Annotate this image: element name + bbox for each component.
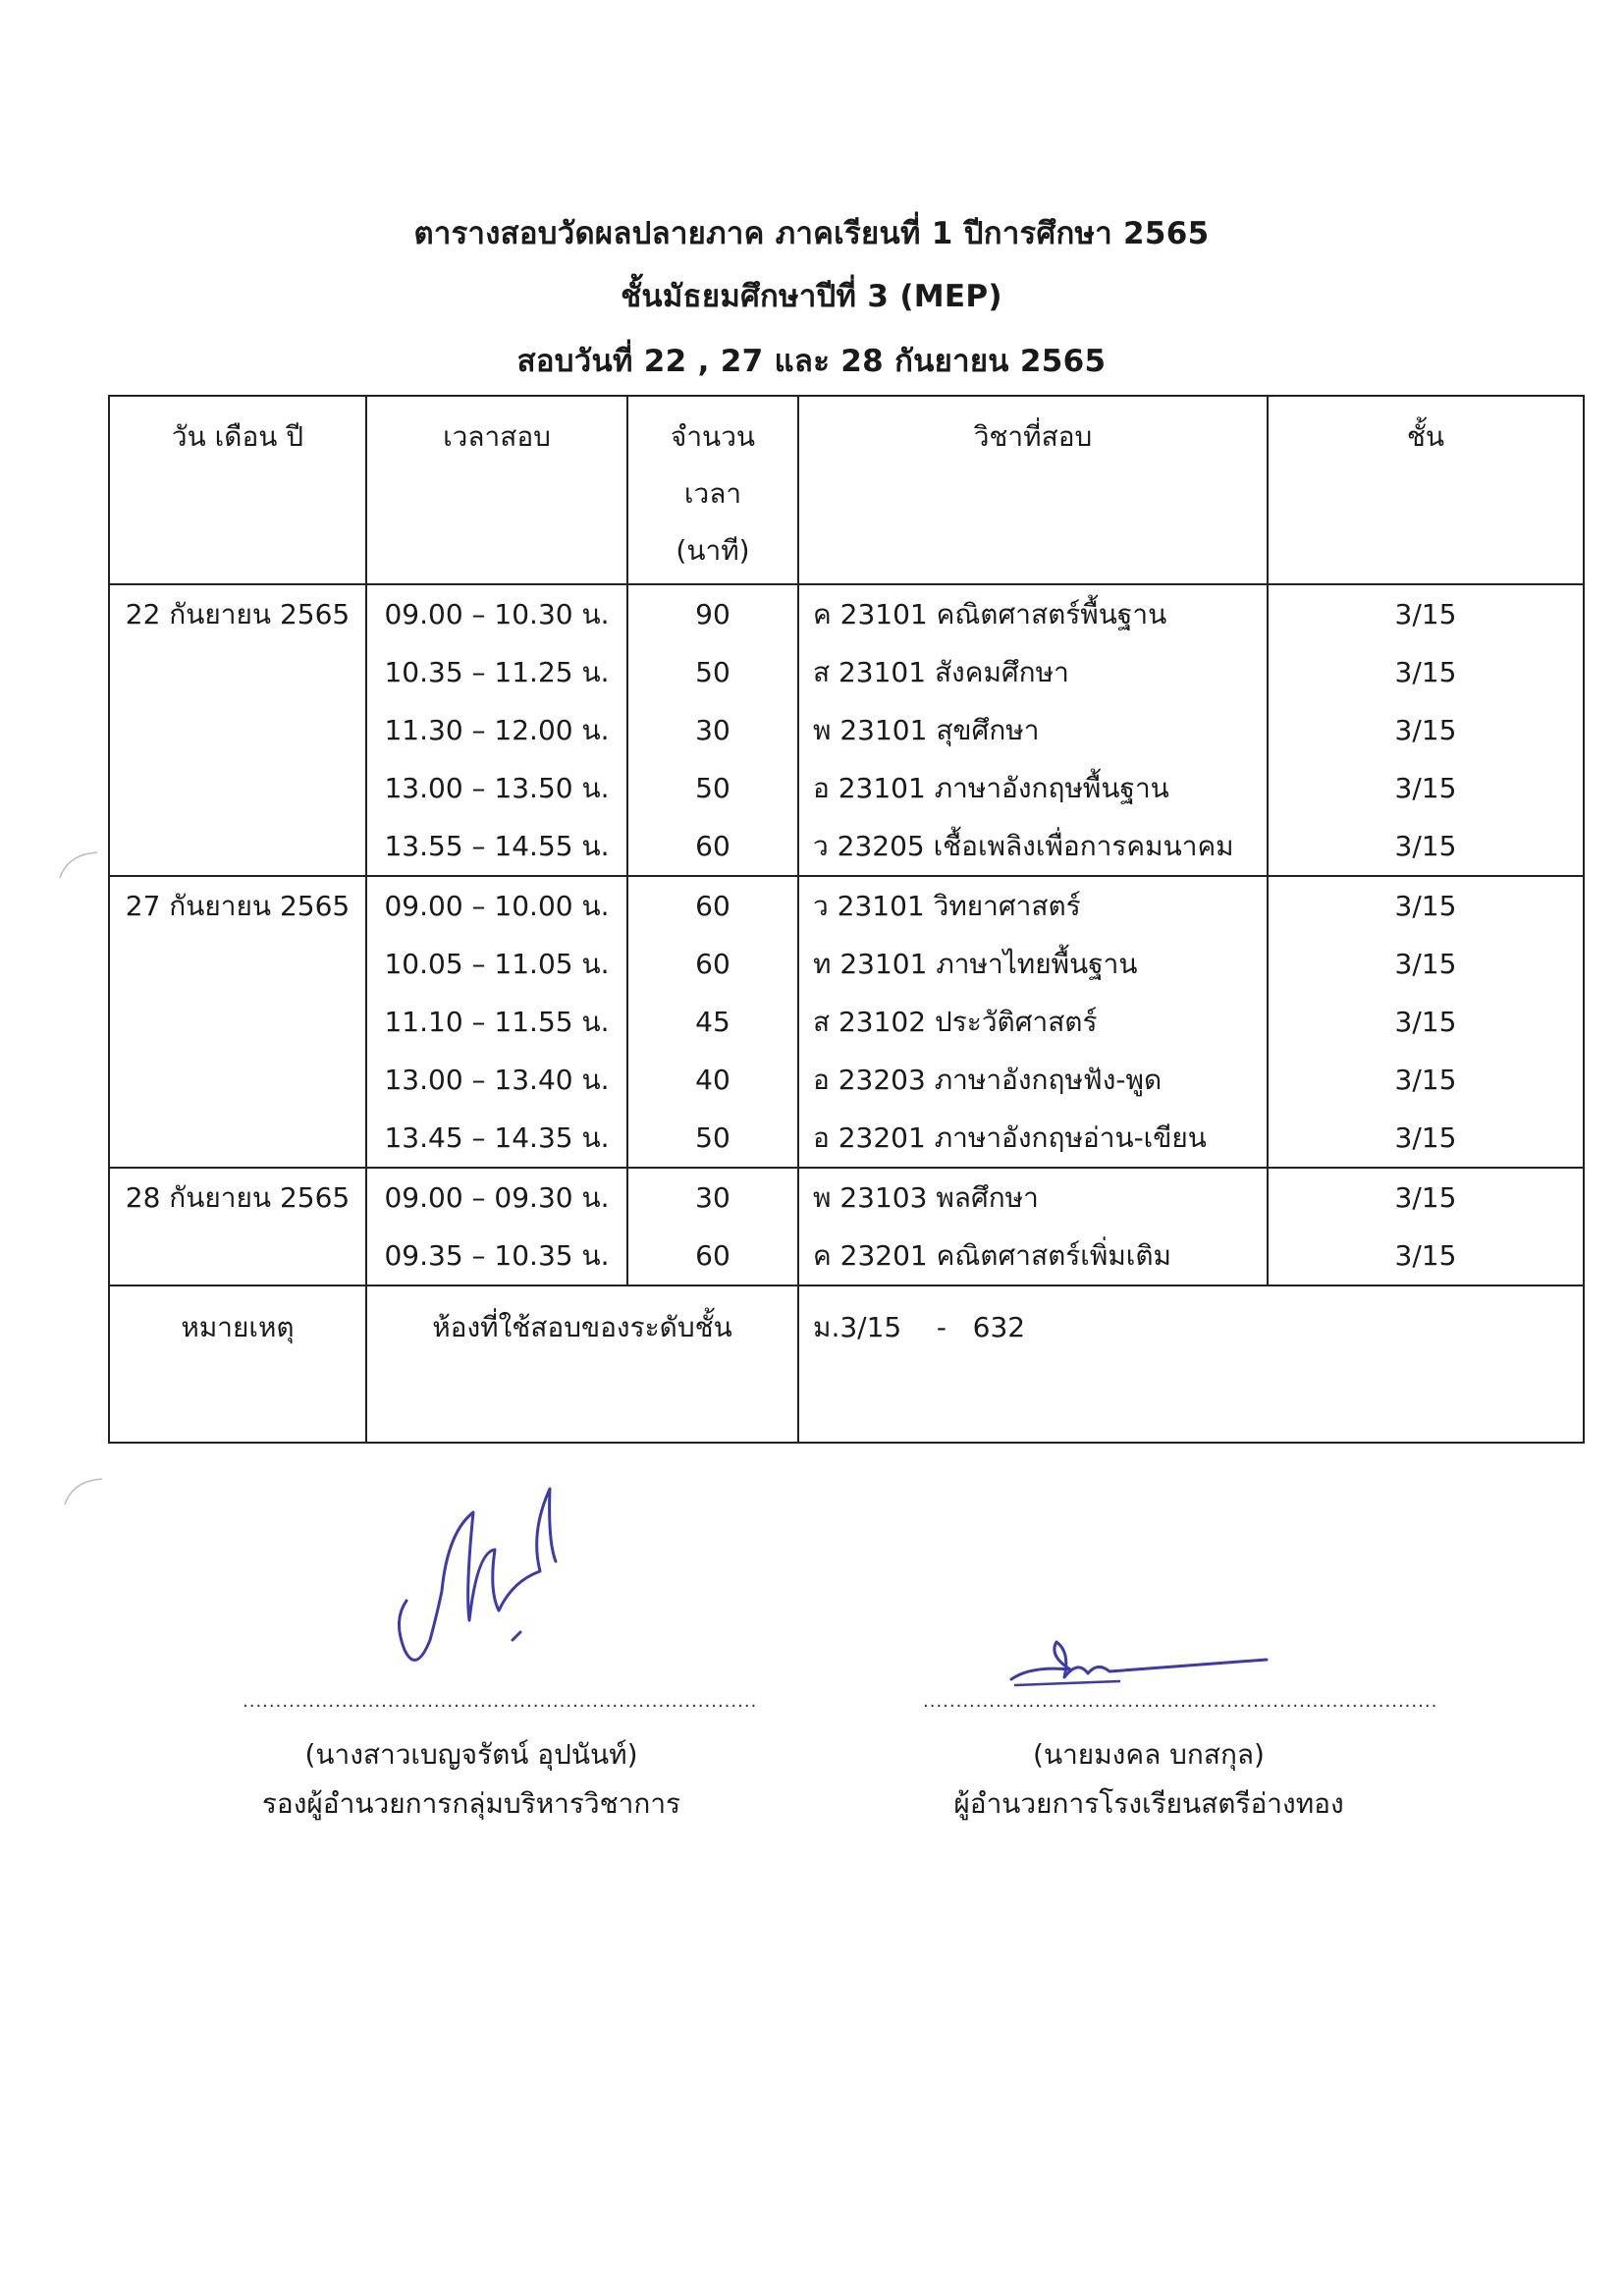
- table-note-row: [109, 1285, 1584, 1443]
- cell-date: [109, 759, 366, 817]
- cell-time: 09.00 – 10.30 น.: [366, 584, 627, 643]
- cell-duration: 60: [627, 817, 798, 876]
- cell-time: 13.00 – 13.50 น.: [366, 759, 627, 817]
- cell-class: 3/15: [1268, 1227, 1584, 1285]
- cell-subject: ค 23201 คณิตศาสตร์เพิ่มเติม: [798, 1227, 1268, 1285]
- note-room-value: ม.3/15 - 632: [798, 1285, 1584, 1443]
- header-class: ชั้น: [1268, 396, 1584, 584]
- table-row: [109, 1109, 1584, 1168]
- cell-date: 22 กันยายน 2565: [109, 584, 366, 643]
- signature-left-dotted-line: ..............................................................................: [243, 1691, 758, 1712]
- signature-right-block: [874, 1730, 1424, 1829]
- signature-right-dotted-line: ..............................................................................: [923, 1691, 1438, 1712]
- cell-duration: 30: [627, 1168, 798, 1227]
- header-duration: [627, 396, 798, 584]
- cell-subject: พ 23101 สุขศึกษา: [798, 701, 1268, 759]
- cell-time: 13.55 – 14.55 น.: [366, 817, 627, 876]
- cell-subject: อ 23201 ภาษาอังกฤษอ่าน-เขียน: [798, 1109, 1268, 1168]
- header-duration-line1: จำนวน: [670, 420, 756, 453]
- cell-subject: ค 23101 คณิตศาสตร์พื้นฐาน: [798, 584, 1268, 643]
- cell-duration: 40: [627, 1051, 798, 1109]
- cell-date: 27 กันยายน 2565: [109, 876, 366, 935]
- header-duration-line2: เวลา: [683, 477, 742, 510]
- table-row: [109, 993, 1584, 1051]
- cell-duration: 30: [627, 701, 798, 759]
- table-row: [109, 643, 1584, 701]
- table-row: [109, 817, 1584, 876]
- table-row: [109, 584, 1584, 643]
- table-row: [109, 876, 1584, 935]
- cell-time: 10.35 – 11.25 น.: [366, 643, 627, 701]
- table-row: [109, 1051, 1584, 1109]
- cell-class: 3/15: [1268, 876, 1584, 935]
- cell-date: [109, 643, 366, 701]
- header-time: เวลาสอบ: [366, 396, 627, 584]
- table-header-row: [109, 396, 1584, 584]
- cell-class: 3/15: [1268, 1051, 1584, 1109]
- signature-right-image: [1001, 1630, 1276, 1699]
- cell-subject: ว 23205 เชื้อเพลิงเพื่อการคมนาคม: [798, 817, 1268, 876]
- scan-mark: [59, 1471, 108, 1510]
- header-date: วัน เดือน ปี: [109, 396, 366, 584]
- cell-class: 3/15: [1268, 935, 1584, 993]
- cell-class: 3/15: [1268, 1168, 1584, 1227]
- cell-time: 13.45 – 14.35 น.: [366, 1109, 627, 1168]
- cell-date: [109, 1109, 366, 1168]
- cell-class: 3/15: [1268, 993, 1584, 1051]
- cell-subject: ส 23102 ประวัติศาสตร์: [798, 993, 1268, 1051]
- document-title: ตารางสอบวัดผลปลายภาค ภาคเรียนที่ 1 ปีการศึกษา 2565: [413, 216, 1210, 251]
- cell-date: 28 กันยายน 2565: [109, 1168, 366, 1227]
- cell-subject: ท 23101 ภาษาไทยพื้นฐาน: [798, 935, 1268, 993]
- cell-class: 3/15: [1268, 701, 1584, 759]
- cell-duration: 60: [627, 1227, 798, 1285]
- cell-duration: 50: [627, 1109, 798, 1168]
- cell-subject: ส 23101 สังคมศึกษา: [798, 643, 1268, 701]
- note-label: หมายเหตุ: [109, 1285, 366, 1443]
- cell-duration: 60: [627, 876, 798, 935]
- cell-class: 3/15: [1268, 643, 1584, 701]
- cell-time: 10.05 – 11.05 น.: [366, 935, 627, 993]
- cell-date: [109, 1051, 366, 1109]
- cell-date: [109, 993, 366, 1051]
- table-row: [109, 701, 1584, 759]
- cell-date: [109, 701, 366, 759]
- table-row: [109, 1168, 1584, 1227]
- cell-time: 11.30 – 12.00 น.: [366, 701, 627, 759]
- cell-time: 09.00 – 09.30 น.: [366, 1168, 627, 1227]
- cell-time: 11.10 – 11.55 น.: [366, 993, 627, 1051]
- signature-left-image: [383, 1473, 569, 1689]
- cell-subject: อ 23203 ภาษาอังกฤษฟัง-พูด: [798, 1051, 1268, 1109]
- signature-left-block: [196, 1730, 746, 1829]
- signature-right-position: ผู้อำนวยการโรงเรียนสตรีอ่างทอง: [953, 1787, 1344, 1820]
- cell-class: 3/15: [1268, 584, 1584, 643]
- cell-subject: ว 23101 วิทยาศาสตร์: [798, 876, 1268, 935]
- header-subject: วิชาที่สอบ: [798, 396, 1268, 584]
- document-subtitle-dates: สอบวันที่ 22 , 27 และ 28 กันยายน 2565: [516, 344, 1107, 379]
- cell-duration: 60: [627, 935, 798, 993]
- table-row: [109, 759, 1584, 817]
- cell-date: [109, 817, 366, 876]
- document-subtitle-grade: ชั้นมัธยมศึกษาปีที่ 3 (MEP): [621, 279, 1002, 314]
- cell-subject: อ 23101 ภาษาอังกฤษพื้นฐาน: [798, 759, 1268, 817]
- cell-subject: พ 23103 พลศึกษา: [798, 1168, 1268, 1227]
- signature-right-name: (นายมงคล บกสกุล): [1033, 1738, 1265, 1771]
- note-room-label: ห้องที่ใช้สอบของระดับชั้น: [366, 1285, 798, 1443]
- cell-duration: 45: [627, 993, 798, 1051]
- cell-duration: 50: [627, 643, 798, 701]
- cell-duration: 50: [627, 759, 798, 817]
- signature-left-name: (นางสาวเบญจรัตน์ อุปนันท์): [304, 1738, 638, 1771]
- cell-class: 3/15: [1268, 817, 1584, 876]
- cell-time: 13.00 – 13.40 น.: [366, 1051, 627, 1109]
- cell-date: [109, 1227, 366, 1285]
- cell-date: [109, 935, 366, 993]
- table-row: [109, 935, 1584, 993]
- scan-mark: [54, 845, 103, 884]
- cell-duration: 90: [627, 584, 798, 643]
- cell-class: 3/15: [1268, 759, 1584, 817]
- cell-time: 09.00 – 10.00 น.: [366, 876, 627, 935]
- cell-time: 09.35 – 10.35 น.: [366, 1227, 627, 1285]
- header-duration-line3: (นาที): [676, 534, 750, 567]
- signature-left-position: รองผู้อำนวยการกลุ่มบริหารวิชาการ: [261, 1787, 681, 1820]
- exam-schedule-table: [108, 395, 1585, 1444]
- cell-class: 3/15: [1268, 1109, 1584, 1168]
- table-row: [109, 1227, 1584, 1285]
